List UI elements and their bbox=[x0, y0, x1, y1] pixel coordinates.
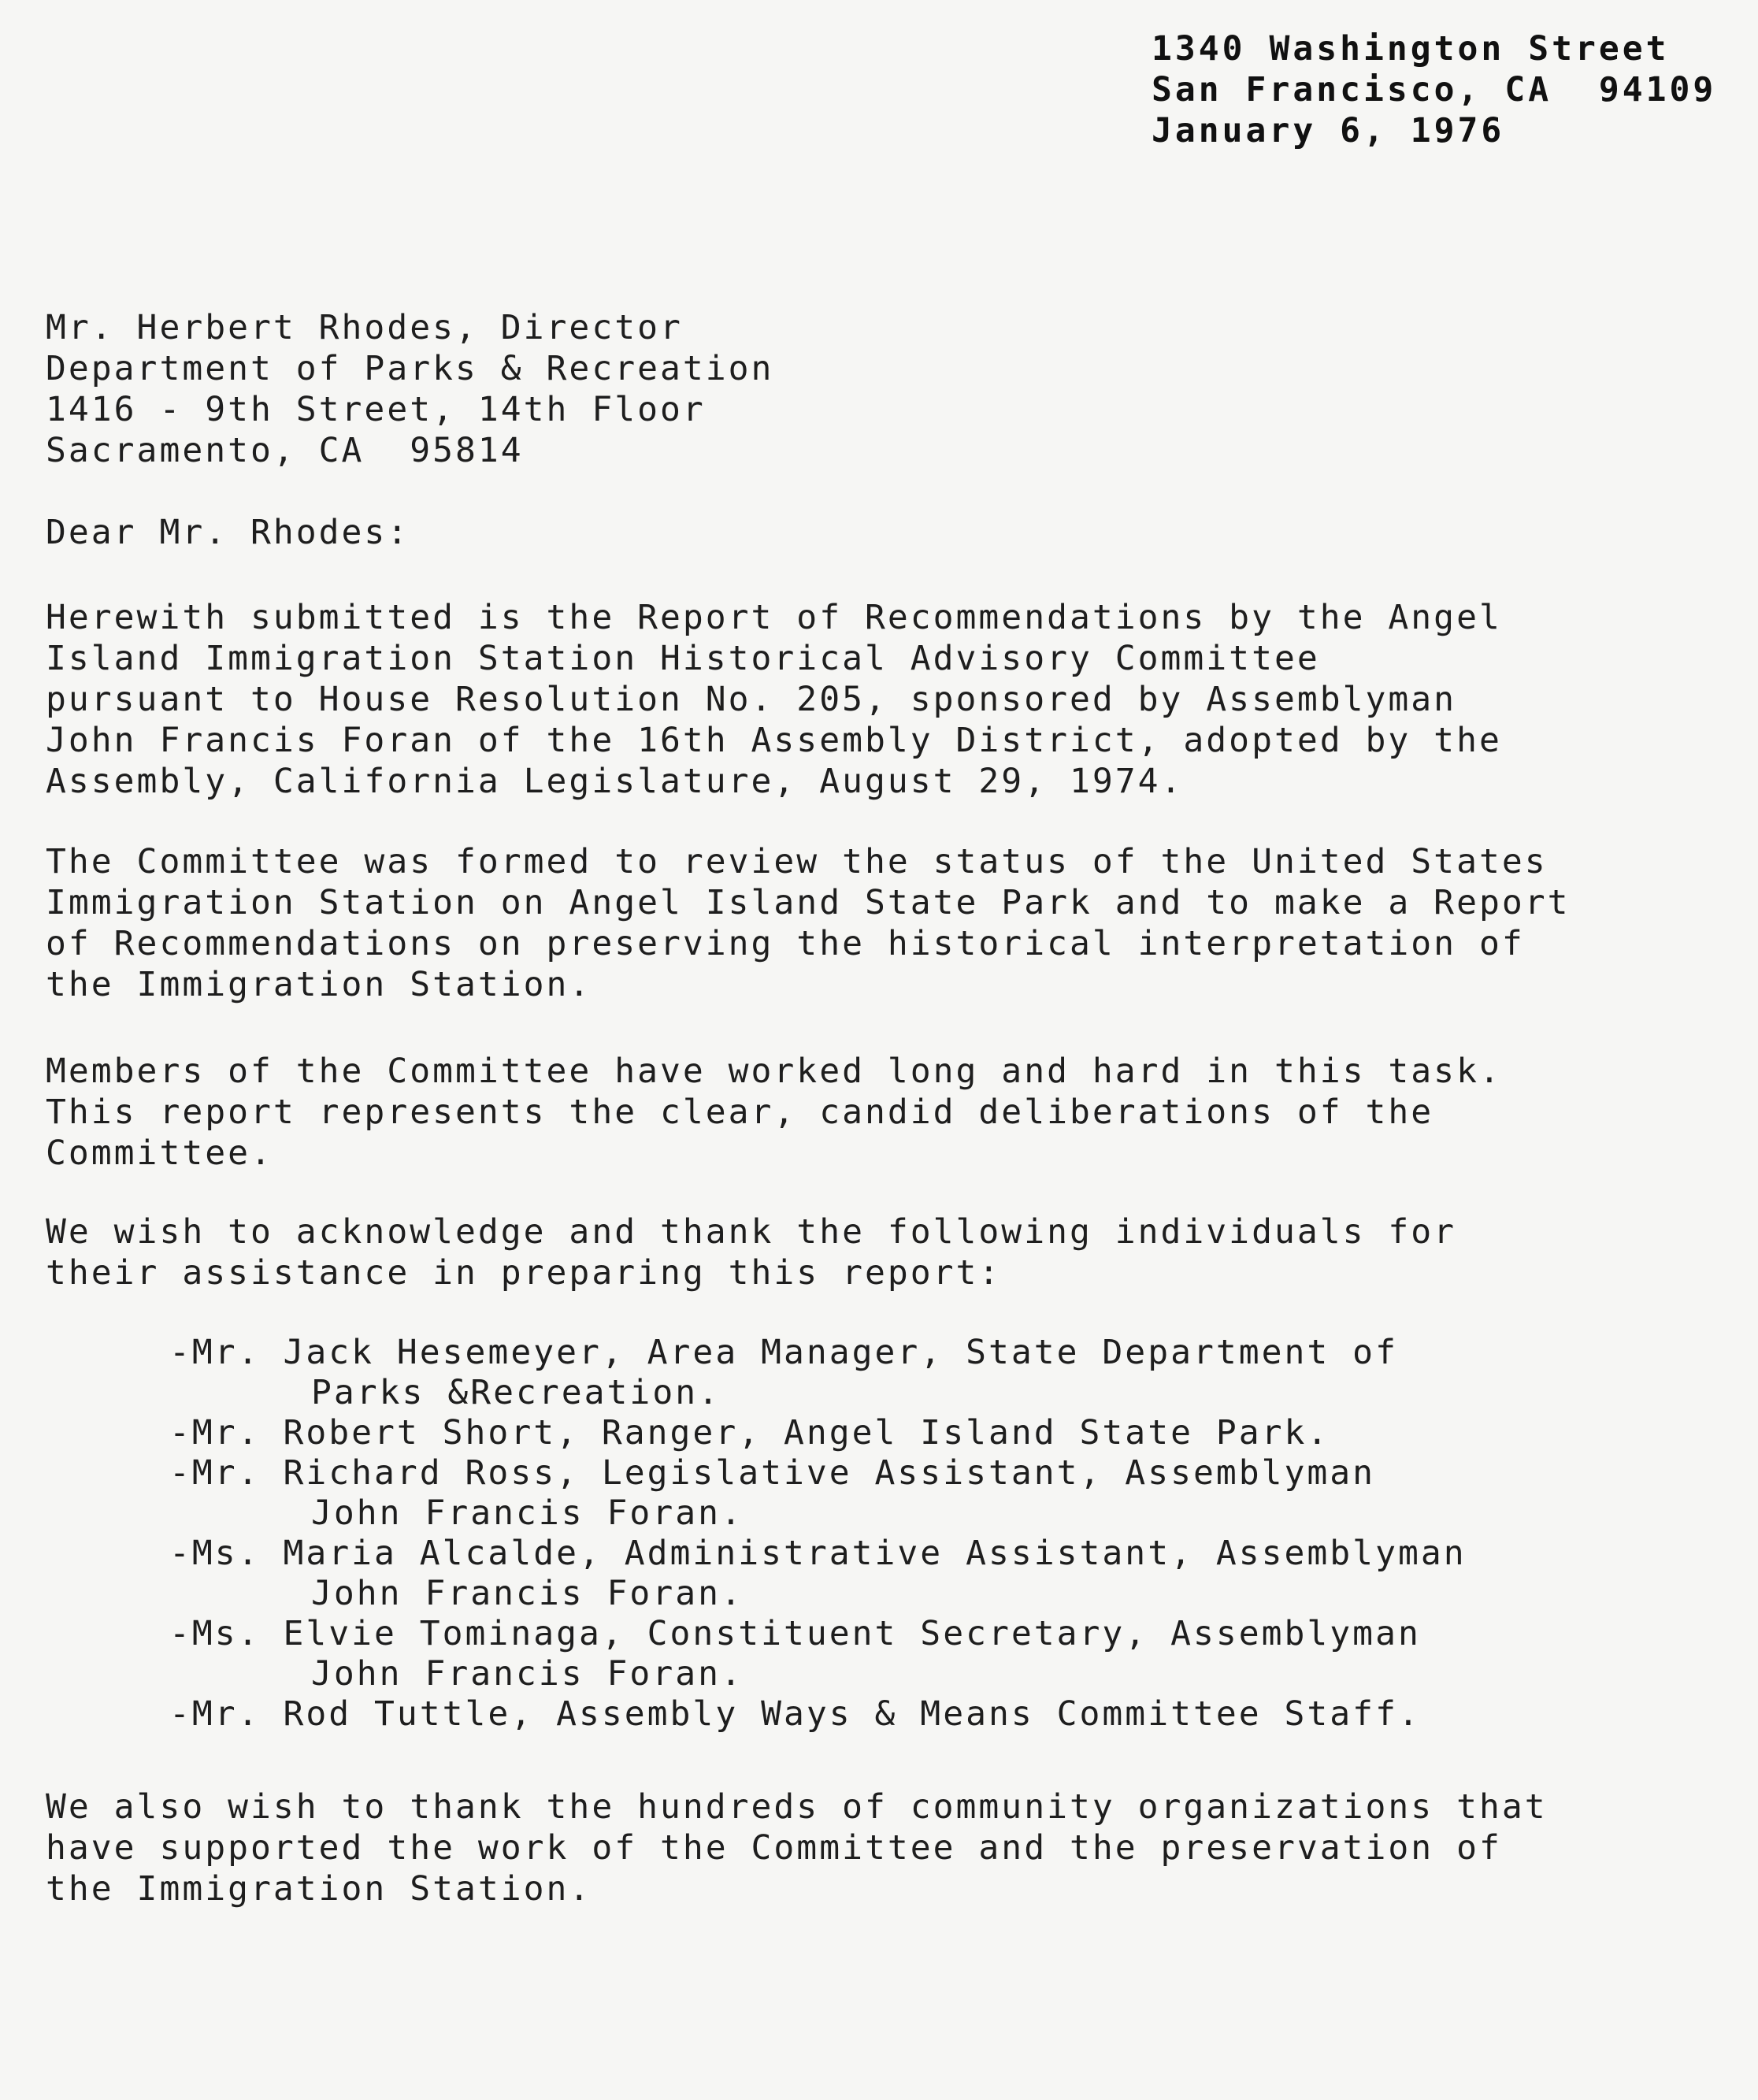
acknowledgement-item: -Mr. Jack Hesemeyer, Area Manager, State Department of bbox=[169, 1333, 1398, 1372]
acknowledgement-item: -Ms. Maria Alcalde, Administrative Assistant, Assemblyman bbox=[169, 1534, 1467, 1573]
letter-date: January 6, 1976 bbox=[1152, 111, 1505, 150]
salutation bbox=[46, 512, 410, 553]
paragraph-line: John Francis Foran of the 16th Assembly District, adopted by the bbox=[46, 721, 1502, 760]
paragraph-line: Members of the Committee have worked long and hard in this task. bbox=[46, 1052, 1502, 1091]
acknowledgement-continuation: John Francis Foran. bbox=[311, 1654, 744, 1694]
return-street: 1340 Washington Street bbox=[1152, 29, 1670, 69]
paragraph-acknowledgement-intro bbox=[46, 1211, 1456, 1293]
paragraph-line: have supported the work of the Committee and the preservation of bbox=[46, 1828, 1502, 1868]
paragraph-report-submission bbox=[46, 597, 1502, 802]
salutation-text: Dear Mr. Rhodes: bbox=[46, 513, 410, 552]
paragraph-line: the Immigration Station. bbox=[46, 965, 592, 1004]
paragraph-line: We wish to acknowledge and thank the following individuals for bbox=[46, 1212, 1457, 1252]
paragraph-line: their assistance in preparing this report: bbox=[46, 1253, 1002, 1293]
inside-address bbox=[46, 307, 773, 471]
paragraph-line: Island Immigration Station Historical Advisory Committee bbox=[46, 639, 1320, 678]
paragraph-line: the Immigration Station. bbox=[46, 1869, 592, 1909]
paragraph-committee-purpose bbox=[46, 841, 1571, 1005]
paragraph-community-thanks bbox=[46, 1786, 1548, 1909]
acknowledgement-continuation: John Francis Foran. bbox=[311, 1493, 744, 1533]
recipient-department: Department of Parks & Recreation bbox=[46, 349, 774, 388]
paragraph-line: Immigration Station on Angel Island State Park and to make a Report bbox=[46, 883, 1571, 922]
paragraph-line: Assembly, California Legislature, August 29, 1974. bbox=[46, 762, 1184, 801]
paragraph-line: This report represents the clear, candid deliberations of the bbox=[46, 1093, 1434, 1132]
paragraph-line: Committee. bbox=[46, 1133, 273, 1173]
recipient-name: Mr. Herbert Rhodes, Director bbox=[46, 308, 683, 347]
return-address bbox=[1152, 28, 1716, 151]
acknowledgement-item: -Mr. Richard Ross, Legislative Assistant, Assemblyman bbox=[169, 1453, 1376, 1493]
return-city: San Francisco, CA 94109 bbox=[1152, 70, 1717, 109]
acknowledgement-continuation: John Francis Foran. bbox=[311, 1574, 744, 1613]
paragraph-line: of Recommendations on preserving the historical interpretation of bbox=[46, 924, 1525, 963]
paragraph-line: The Committee was formed to review the status of the United States bbox=[46, 842, 1548, 881]
acknowledgement-list bbox=[169, 1333, 1467, 1735]
paragraph-line: Herewith submitted is the Report of Recommendations by the Angel bbox=[46, 598, 1502, 637]
acknowledgement-item: -Mr. Rod Tuttle, Assembly Ways & Means Committee Staff. bbox=[169, 1694, 1421, 1734]
paragraph-committee-work bbox=[46, 1051, 1502, 1174]
acknowledgement-continuation: Parks &Recreation. bbox=[311, 1373, 721, 1412]
recipient-city: Sacramento, CA 95814 bbox=[46, 431, 524, 470]
recipient-street: 1416 - 9th Street, 14th Floor bbox=[46, 390, 706, 429]
paragraph-line: pursuant to House Resolution No. 205, sponsored by Assemblyman bbox=[46, 680, 1457, 719]
paragraph-line: We also wish to thank the hundreds of community organizations that bbox=[46, 1787, 1548, 1827]
acknowledgement-item: -Mr. Robert Short, Ranger, Angel Island State Park. bbox=[169, 1413, 1330, 1453]
acknowledgement-item: -Ms. Elvie Tominaga, Constituent Secretary, Assemblyman bbox=[169, 1614, 1421, 1653]
